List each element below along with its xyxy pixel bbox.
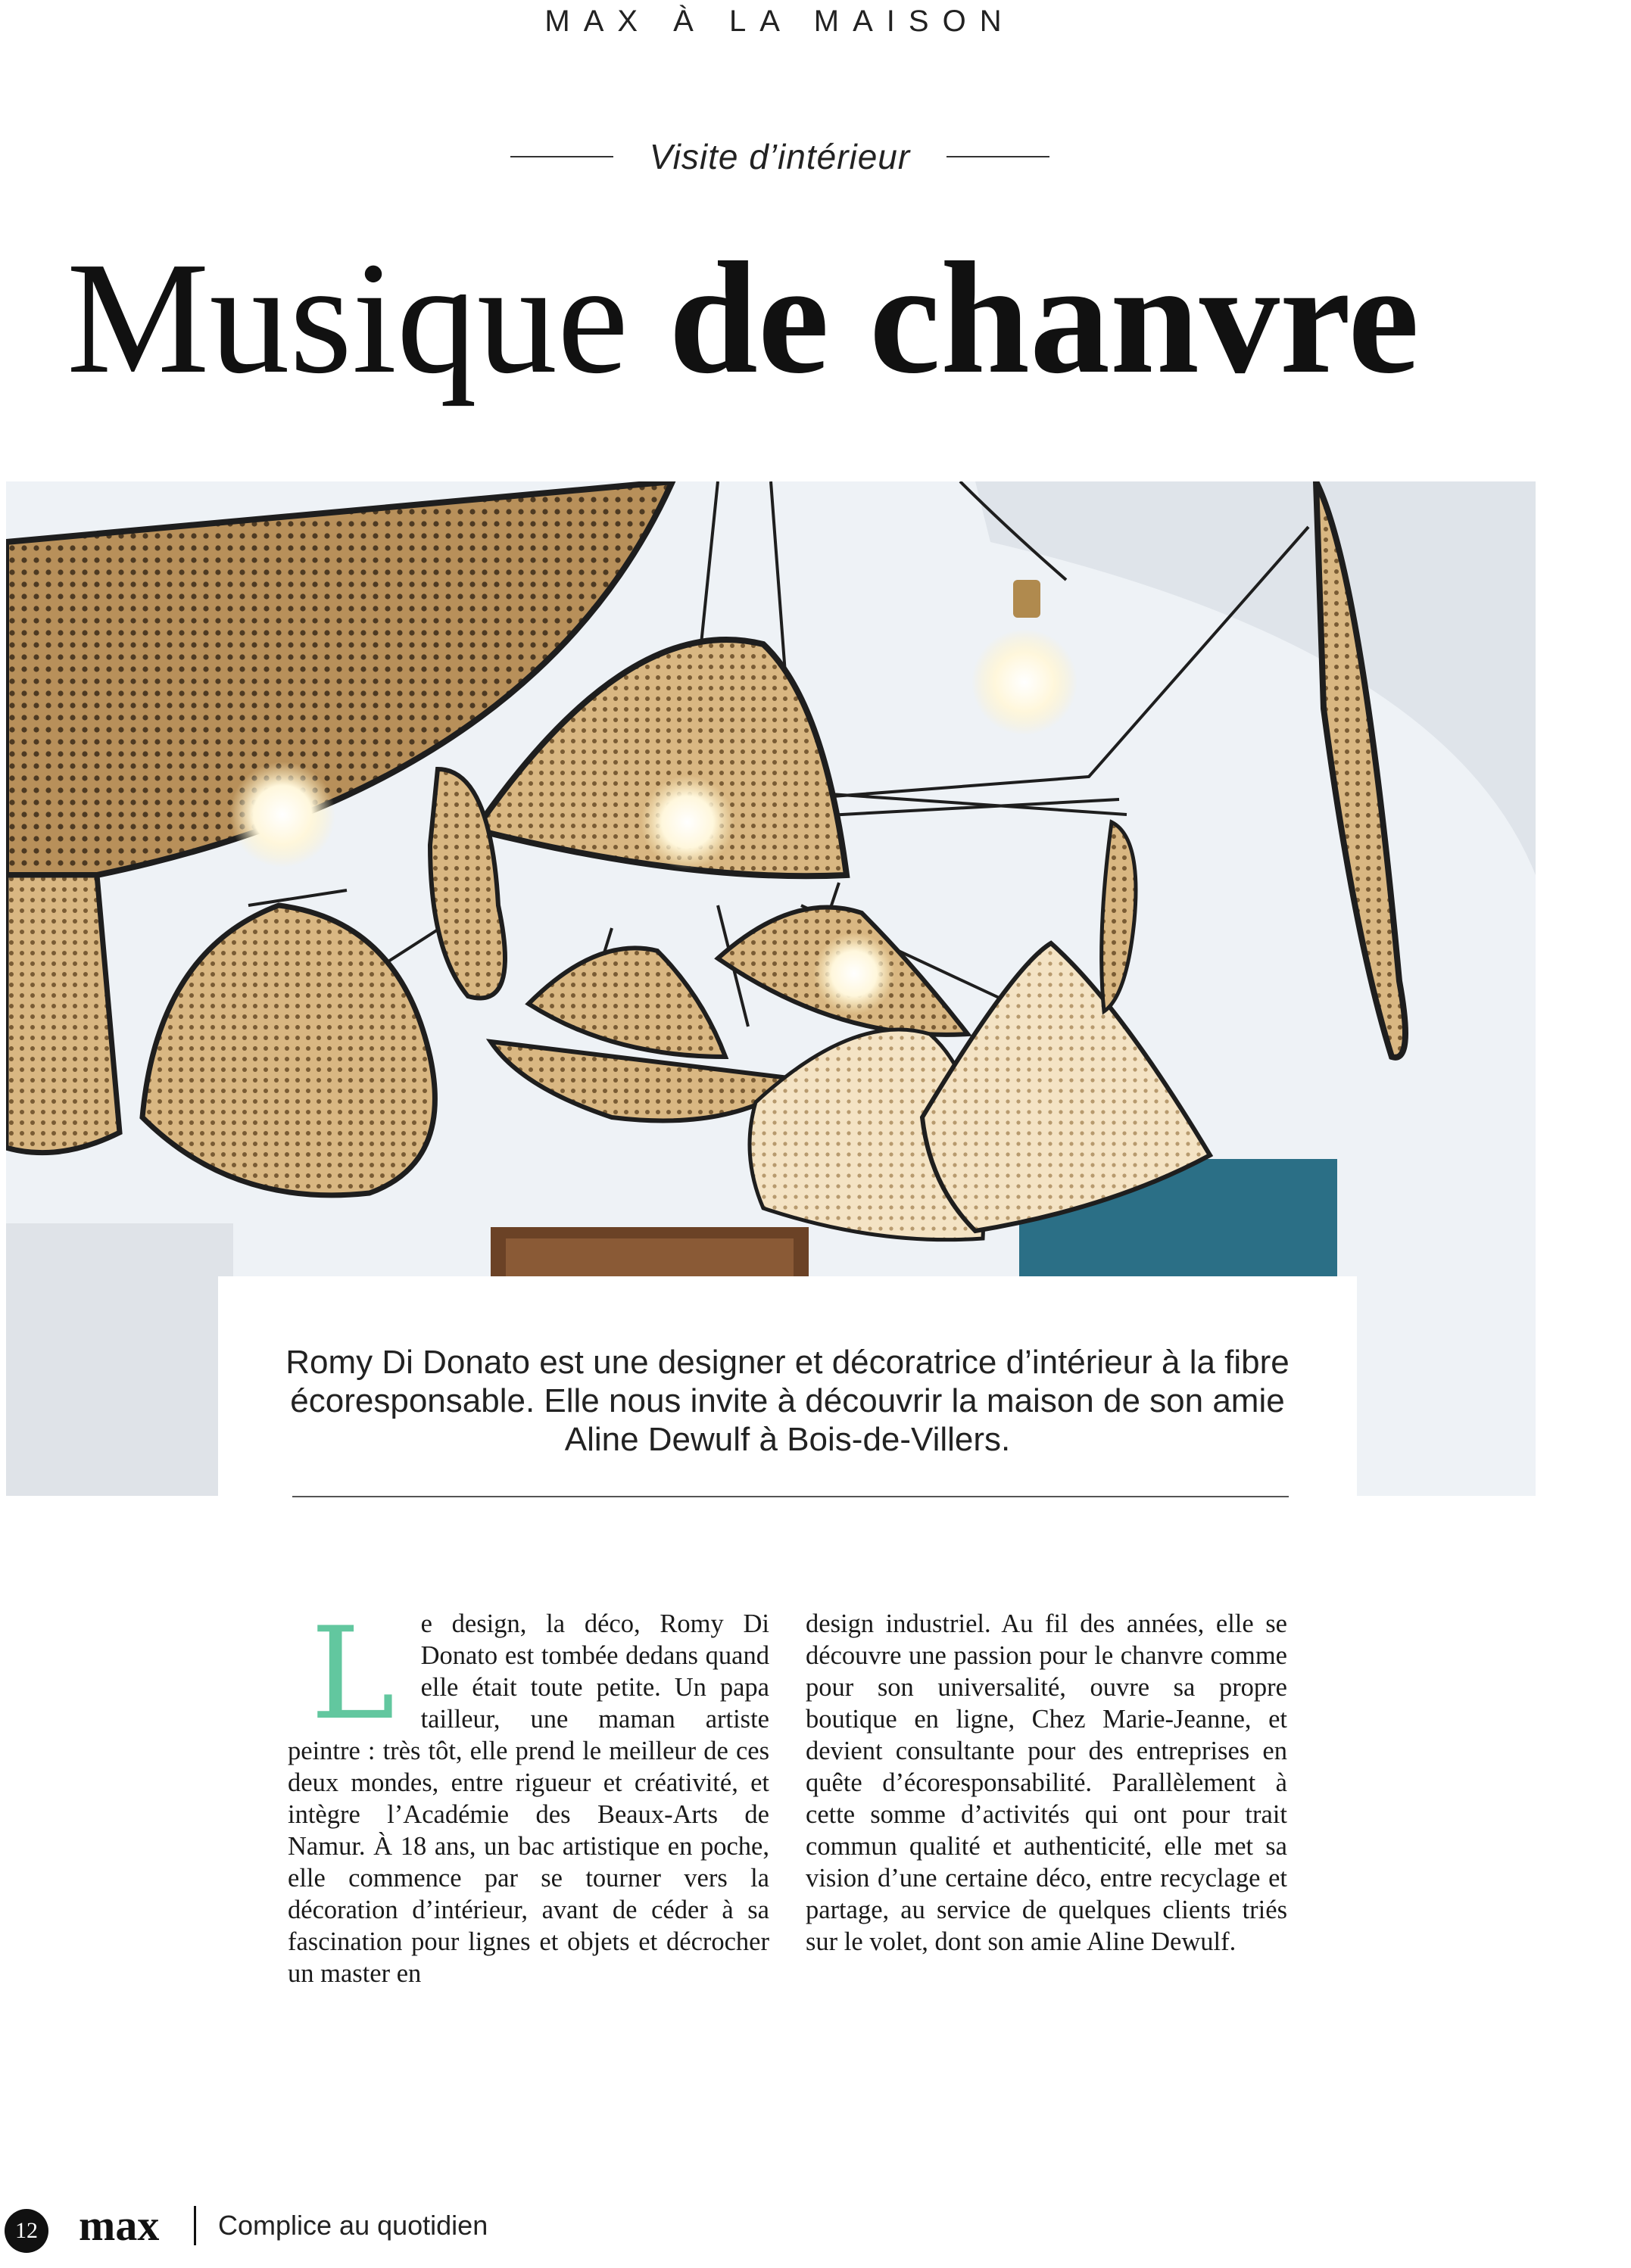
body-column-left bbox=[288, 1600, 769, 1989]
page-title bbox=[67, 227, 1566, 409]
kicker-rule-right bbox=[946, 156, 1049, 157]
footer-separator bbox=[194, 2206, 196, 2245]
intro-text: Romy Di Donato est une designer et décoratrice d’intérieur à la fibre écoresponsable. Elle nous invite à découvrir la maison de son amie Aline Dewulf à Bois-de-Villers. bbox=[285, 1344, 1290, 1458]
body-column-right: design industriel. Au fil des années, elle se découvre une passion pour le chanvre comme pour son universalité, ouvre sa propre boutique en ligne, Chez Marie-Jeanne, et devient consultante pour des entreprises en quête d’écoresponsabilité. Parallèlement à cette somme d’activités qui ont pour trait commun qualité et authenticité, elle met sa vision d’une certaine déco, entre recyclage et partage, au service de quelques clients triés sur le volet, dont son amie Aline Dewulf. bbox=[806, 1609, 1287, 1956]
title-bold: de chanvre bbox=[669, 229, 1420, 407]
page-number: 12 bbox=[5, 2209, 48, 2253]
footer-tagline: Complice au quotidien bbox=[218, 2210, 488, 2241]
kicker-rule-left bbox=[510, 156, 613, 157]
intro-rule bbox=[292, 1496, 1289, 1497]
magazine-logo: max bbox=[79, 2201, 160, 2250]
body-text-left: e design, la déco, Romy Di Donato est tombée dedans quand elle était toute petite. Un papa tailleur, une maman artiste peintre : très tôt, elle prend le meilleur de ces deux mondes, entre rigueur et créativité, et intègre l’Académie des Beaux-Arts de Namur. À 18 ans, un bac artistique en poche, elle commence par se tourner vers la décoration d’intérieur, avant de céder à sa fascination pour lignes et objets et décrocher un master en bbox=[288, 1609, 769, 1988]
dropcap: L bbox=[310, 1600, 395, 1748]
kicker-row bbox=[0, 136, 1560, 177]
rubric: MAX À LA MAISON bbox=[544, 5, 1015, 38]
intro-box bbox=[218, 1276, 1357, 1511]
kicker: Visite d’intérieur bbox=[649, 137, 911, 176]
title-light: Musique bbox=[67, 229, 628, 407]
